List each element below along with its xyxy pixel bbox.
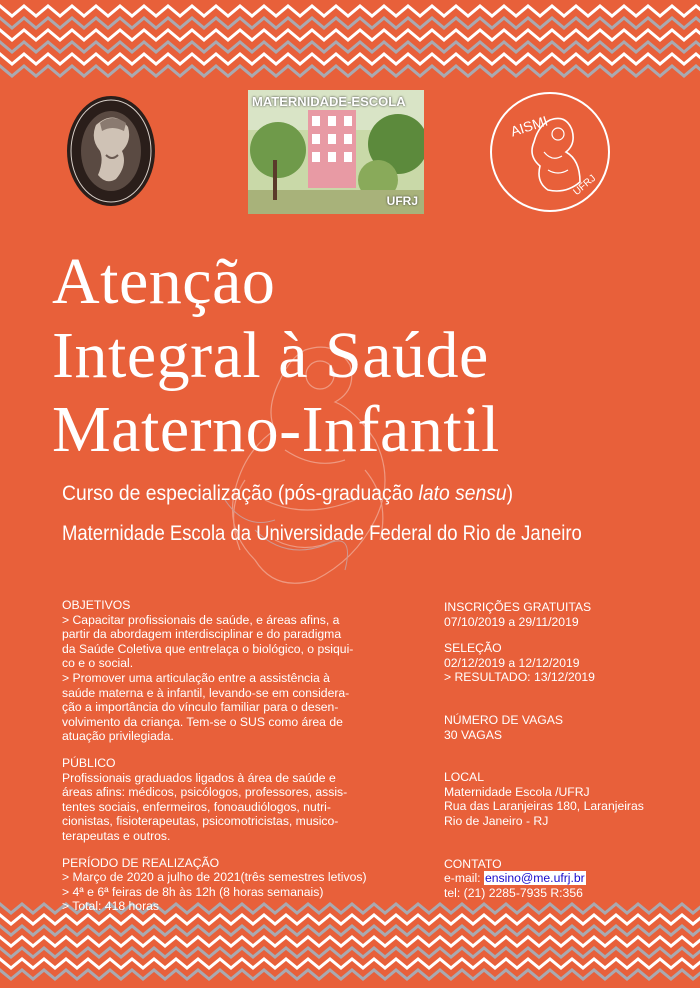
objetivos-line: > Capacitar profissionais de saúde, e áreas afins, a	[62, 612, 340, 627]
aismi-logo-top-text: AISMI	[508, 112, 550, 140]
publico-line: áreas afins: médicos, psicólogos, professores, assis-	[62, 785, 348, 800]
zigzag-stripe	[0, 54, 700, 64]
periodo-line: > Março de 2020 a julho de 2021(três semestres letivos)	[62, 870, 367, 885]
selecao-resultado: > RESULTADO: 13/12/2019	[444, 670, 595, 685]
institution-name: Maternidade Escola da Universidade Federal do Rio de Janeiro	[62, 522, 582, 545]
local-line: Rua das Laranjeiras 180, Laranjeiras	[444, 799, 644, 814]
publico-heading: PÚBLICO	[62, 755, 116, 770]
contato-heading: CONTATO	[444, 856, 502, 871]
periodo-heading: PERÍODO DE REALIZAÇÃO	[62, 855, 220, 870]
objetivos-line: atuação privilegiada.	[62, 729, 174, 744]
periodo-line: > Total: 418 horas	[62, 899, 160, 914]
subtitle-italic: lato sensu	[418, 482, 507, 505]
maternidade-logo-bottom-text: UFRJ	[386, 194, 418, 208]
right-column	[444, 600, 674, 900]
vagas-value: 30 VAGAS	[444, 727, 503, 742]
objetivos-heading: OBJETIVOS	[62, 598, 131, 612]
subtitle-suffix: )	[506, 482, 514, 505]
contato-email-row	[444, 871, 674, 886]
email-label: e-mail:	[444, 871, 484, 886]
selecao-heading: SELEÇÃO	[444, 641, 502, 656]
minerva-seal-icon	[66, 95, 156, 207]
title-line-1: Atenção	[52, 245, 276, 318]
periodo-line: > 4ª e 6ª feiras de 8h às 12h (8 horas semanais)	[62, 884, 324, 899]
maternidade-escola-logo	[248, 90, 424, 214]
objetivos-line: > Promover uma articulação entre a assistência à	[62, 670, 330, 685]
objetivos-text	[62, 613, 394, 744]
objetivos-line: co e o social.	[62, 656, 134, 671]
top-zigzag-border	[0, 0, 700, 90]
publico-line: Profissionais graduados ligados à área de saúde e	[62, 770, 336, 785]
vagas-heading: NÚMERO DE VAGAS	[444, 712, 563, 727]
publico-line: cionistas, fisioterapeutas, psicomotricistas, musico-	[62, 814, 339, 829]
aismi-logo	[488, 90, 612, 214]
email-link[interactable]: ensino@me.ufrj.br	[484, 871, 585, 886]
inscricoes-heading: INSCRIÇÕES GRATUITAS	[444, 600, 592, 614]
selecao-dates: 02/12/2019 a 12/12/2019	[444, 655, 580, 670]
zigzag-stripe	[0, 948, 700, 957]
zigzag-stripe	[0, 6, 700, 16]
local-line: Maternidade Escola /UFRJ	[444, 784, 590, 799]
course-subtitle	[62, 482, 513, 506]
objetivos-line: partir da abordagem interdisciplinar e do paradigma	[62, 627, 342, 642]
zigzag-stripe	[0, 937, 700, 946]
publico-text	[62, 771, 394, 844]
left-column	[62, 598, 394, 914]
objetivos-line: saúde materna e à infantil, levando-se em considera-	[62, 685, 350, 700]
zigzag-stripe	[0, 66, 700, 76]
local-heading: LOCAL	[444, 770, 484, 785]
objetivos-line: da Saúde Coletiva que entrelaça o biológico, o psiqui-	[62, 641, 354, 656]
zigzag-stripe	[0, 30, 700, 40]
inscricoes-dates: 07/10/2019 a 29/11/2019	[444, 614, 579, 629]
zigzag-stripe	[0, 926, 700, 935]
zigzag-stripe	[0, 42, 700, 52]
periodo-text	[62, 870, 394, 914]
publico-line: tentes sociais, enfermeiros, fonoaudiólogos, nutri-	[62, 799, 331, 814]
zigzag-stripe	[0, 970, 700, 979]
maternidade-logo-top-text: MATERNIDADE-ESCOLA	[252, 94, 406, 109]
aismi-logo-bottom-text: UFRJ	[571, 173, 599, 198]
zigzag-stripe	[0, 959, 700, 968]
course-title	[52, 245, 500, 467]
title-line-3: Materno-Infantil	[52, 393, 500, 466]
objetivos-line: volvimento da criança. Tem-se o SUS como área de	[62, 714, 343, 729]
zigzag-stripe	[0, 915, 700, 924]
publico-line: terapeutas e outros.	[62, 828, 171, 843]
local-line: Rio de Janeiro - RJ	[444, 813, 549, 828]
title-line-2: Integral à Saúde	[52, 319, 489, 392]
objetivos-line: ção a importância do vínculo familiar para o desen-	[62, 700, 339, 715]
ufrj-seal-logo	[66, 95, 156, 207]
subtitle-prefix: Curso de especialização (pós-graduação	[62, 482, 419, 505]
mother-child-icon	[488, 90, 612, 214]
zigzag-stripe	[0, 18, 700, 28]
contato-phone: tel: (21) 2285-7935 R:356	[444, 885, 583, 900]
